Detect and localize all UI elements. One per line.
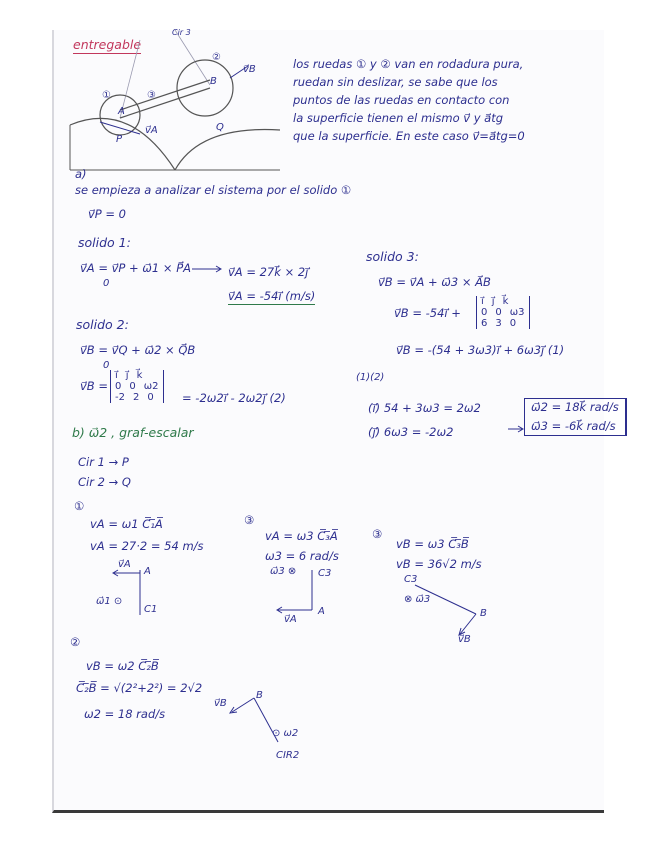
b2-number: ② [70, 635, 81, 649]
b1-number: ① [74, 499, 85, 513]
b1-label-a: A [144, 566, 151, 577]
part-a-label: a) [75, 167, 87, 181]
b1-label-c1: C1 [144, 604, 158, 615]
intro-line-4: la superficie tienen el mismo v⃗ y a⃗tg [293, 111, 504, 125]
solido2-eq1: v⃗B = v⃗Q + ω⃗2 × Q⃗B [80, 343, 196, 357]
b3b-eq2: vB = 36√2 m/s [396, 557, 482, 571]
figure-label-b: B [210, 76, 217, 87]
b3a-number: ③ [244, 513, 255, 527]
b3a-label-c3: C3 [318, 568, 332, 579]
b2-label-b: B [256, 690, 263, 701]
figure-label-2: ② [212, 52, 221, 63]
part-a-line-1: se empieza a analizar el sistema por el solido ① [75, 183, 352, 197]
b2-label-cir2: CIR2 [276, 750, 300, 761]
figure-label-vb: v⃗B [243, 64, 256, 75]
b1-label-va: v⃗A [118, 559, 131, 570]
solido2-zero: 0 [103, 360, 110, 371]
b3a-label-va: v⃗A [284, 614, 297, 625]
part-a-line-2: v⃗P = 0 [88, 207, 127, 221]
system-row-j: (j⃗) 6ω3 = -2ω2 [368, 425, 454, 439]
part-b-title: b) ω⃗2 , graf-escalar [72, 425, 194, 440]
solido3-matrix: ı⃗ j⃗ k⃗ 0 0 ω3 6 3 0 [476, 296, 530, 329]
figure-label-cir3: Cir 3 [172, 28, 191, 37]
figure-label-a: A [118, 106, 125, 117]
system-row-i: (ı⃗) 54 + 3ω3 = 2ω2 [368, 401, 481, 415]
b3b-diagram [410, 580, 490, 640]
b1-label-omega: ω⃗1 ⊙ [96, 596, 123, 607]
b1-eq1: vA = ω1 C̅₁̅A̅ [90, 517, 163, 531]
solido2-title: solido 2: [76, 317, 129, 332]
result-omega3: ω⃗3 = -6k⃗ rad/s [531, 419, 616, 434]
solido3-eq1: v⃗B = v⃗A + ω⃗3 × A⃗B [378, 275, 491, 289]
solido2-eq2-prefix: v⃗B = [80, 379, 108, 393]
intro-line-1: los ruedas ① y ② van en rodadura pura, [293, 57, 524, 71]
system-result-box [524, 398, 627, 436]
solido1-arrow [192, 264, 224, 274]
solido1-eq1: v⃗A = v⃗P + ω⃗1 × P⃗A [80, 261, 192, 275]
b3b-eq1: vB = ω3 C̅₃̅B̅ [396, 537, 469, 551]
b3b-label-c3: C3 [404, 574, 418, 585]
part-b-cir2: Cir 2 → Q [78, 475, 131, 489]
solido1-eq3: v⃗A = -54ı⃗ (m/s) [228, 290, 315, 305]
solido3-eq3: v⃗B = -(54 + 3ω3)ı⃗ + 6ω3j⃗ (1) [396, 343, 565, 357]
b2-eq3: ω2 = 18 rad/s [84, 707, 166, 721]
solido1-eq2: v⃗A = 27k⃗ × 2j⃗ [228, 265, 309, 279]
intro-line-5: que la superficie. En este caso v⃗=a⃗tg=0 [293, 129, 525, 143]
b2-label-omega: ⊙ ω2 [272, 728, 299, 739]
figure-label-3: ③ [147, 90, 156, 101]
b3a-eq1: vA = ω3 C̅₃̅A̅ [265, 529, 338, 543]
part-b-cir1: Cir 1 → P [78, 455, 129, 469]
b3a-label-a: A [318, 606, 325, 617]
b3a-eq2: ω3 = 6 rad/s [265, 549, 339, 563]
intro-line-2: ruedan sin deslizar, se sabe que los [293, 75, 498, 89]
b3b-label-vb: v⃗B [458, 634, 471, 645]
b2-label-vb: v⃗B [214, 698, 227, 709]
page-title: entregable [73, 38, 141, 54]
figure-label-1: ① [102, 90, 111, 101]
figure-label-q: Q [216, 122, 224, 133]
b2-eq1: vB = ω2 C̅₂̅B̅ [86, 659, 159, 673]
solido3-title: solido 3: [366, 249, 419, 264]
b3b-label-omega: ⊗ ω⃗3 [404, 594, 431, 605]
b3a-label-omega: ω⃗3 ⊗ [270, 566, 297, 577]
figure-label-p: P [116, 134, 123, 145]
solido2-eq2-suffix: = -2ω2ı⃗ - 2ω2j⃗ (2) [182, 391, 286, 405]
system-label: (1)(2) [356, 372, 385, 383]
b3b-label-b: B [480, 608, 487, 619]
b3b-number: ③ [372, 527, 383, 541]
solido1-zero: 0 [103, 278, 110, 289]
solido1-title: solido 1: [78, 235, 131, 250]
result-omega2: ω⃗2 = 18k⃗ rad/s [531, 400, 619, 414]
solido2-matrix: ı⃗ j⃗ k⃗ 0 0 ω2 -2 2 0 [110, 370, 164, 403]
b2-eq2: C̅₂̅B̅ = √(2²+2²) = 2√2 [76, 681, 203, 695]
b1-eq2: vA = 27·2 = 54 m/s [90, 539, 204, 553]
intro-line-3: puntos de las ruedas en contacto con [293, 93, 510, 107]
solido3-eq2-prefix: v⃗B = -54ı⃗ + [394, 306, 461, 320]
figure-label-va: v⃗A [145, 125, 158, 136]
